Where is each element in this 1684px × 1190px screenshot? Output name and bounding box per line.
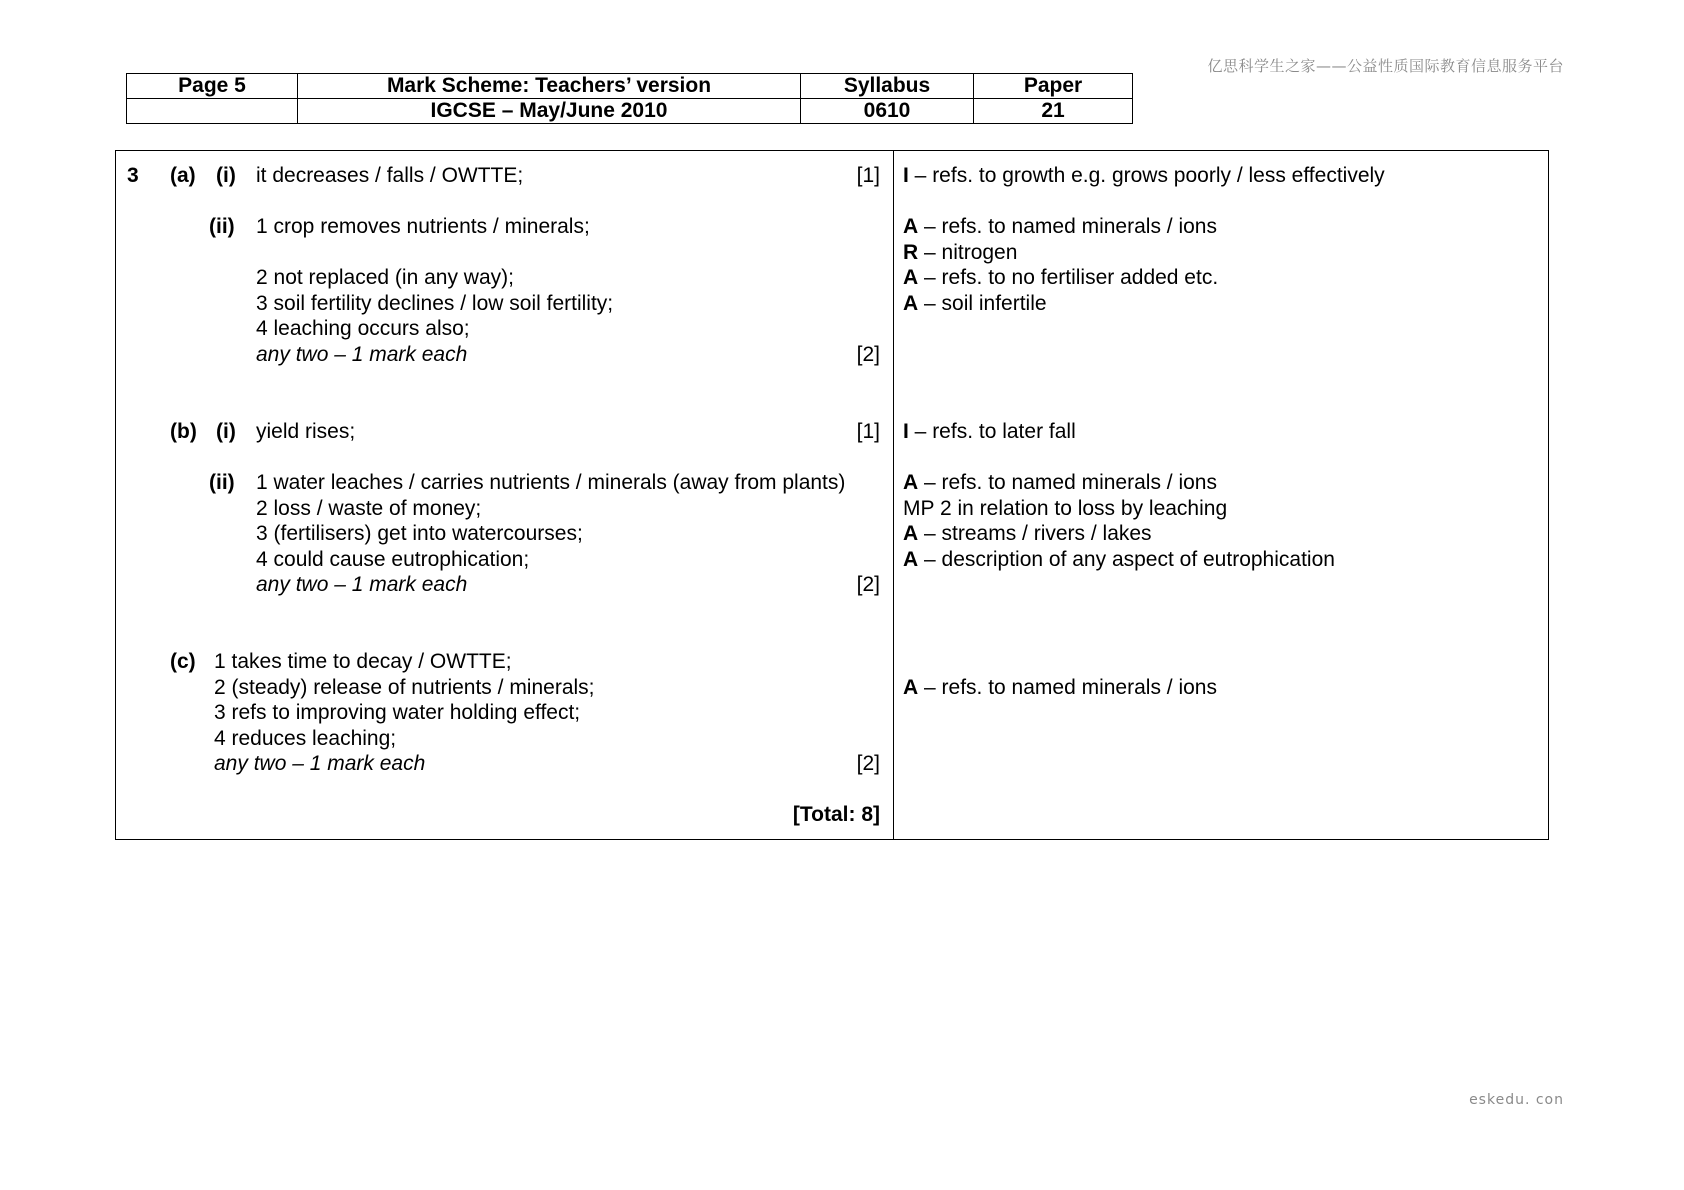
part-a-ii-line: 3 soil fertility declines / low soil fertility; [256,291,614,315]
guidance-key: A [903,291,919,315]
guidance-text: – soil infertile [918,291,1047,315]
guidance-key: A [903,547,919,571]
guidance-key: A [903,266,919,289]
part-b-ii-guidance [903,470,1217,496]
part-c-mark: [2] [856,752,880,775]
part-a-i-answer: it decreases / falls / OWTTE; [256,164,524,187]
mark-scheme-table [115,150,1549,840]
part-a-ii-guidance [903,265,1218,291]
part-a-ii-mark: [2] [856,342,880,366]
part-c-any-two: any two – 1 mark each [214,752,426,775]
guidance-key: A [903,215,919,238]
header-blank [127,99,298,124]
guidance-key: R [903,240,919,264]
guidance-text: – refs. to growth e.g. grows poorly / less effectively [908,164,1385,187]
part-b-ii-label: (ii) [209,471,235,494]
part-c-line: 2 (steady) release of nutrients / minerals; [214,675,595,699]
part-a-ii-guidance [903,214,1217,240]
guidance-text: – refs. to no fertiliser added etc. [918,266,1219,289]
part-b-ii-mark: [2] [856,573,880,596]
header-table [126,73,1133,124]
watermark-bottom: eskedu. con [1469,1092,1564,1108]
part-b-label: (b) [170,420,197,443]
part-a-ii-line: 2 not replaced (in any way); [256,266,514,289]
header-paper-number: 21 [974,99,1133,124]
part-b-ii-guidance [903,547,1335,573]
header-exam: IGCSE – May/June 2010 [298,99,801,124]
part-a-ii-line: 4 leaching occurs also; [256,317,470,340]
part-b-i-label: (i) [216,420,236,443]
guidance-text: – refs. to named minerals / ions [918,471,1217,494]
question-number: 3 [127,164,139,187]
part-a-ii-guidance [903,291,1047,317]
header-row [127,99,1133,124]
header-syllabus-label: Syllabus [801,74,974,99]
guidance-text: – nitrogen [918,240,1018,264]
guidance-key: A [903,675,919,699]
part-b-ii-line: 2 loss / waste of money; [256,496,482,520]
column-divider [893,151,894,839]
part-c-line: 1 takes time to decay / OWTTE; [214,650,512,673]
part-b-ii-guidance [903,496,1227,522]
part-a-i-mark: [1] [856,164,880,187]
guidance-text: MP 2 in relation to loss by leaching [903,496,1228,520]
part-a-ii-label: (ii) [209,215,235,238]
guidance-text: – description of any aspect of eutrophication [918,547,1335,571]
guidance-key: I [903,164,909,187]
part-a-ii-guidance [903,240,1017,266]
part-b-ii-line: 3 (fertilisers) get into watercourses; [256,522,583,545]
part-b-ii-any-two: any two – 1 mark each [256,573,468,596]
part-c-line: 4 reduces leaching; [214,726,397,750]
header-title: Mark Scheme: Teachers’ version [298,74,801,99]
guidance-key: A [903,471,919,494]
guidance-key: I [903,420,909,443]
part-c-label: (c) [170,650,196,673]
part-c-line: 3 refs to improving water holding effect; [214,701,581,724]
guidance-text: – refs. to named minerals / ions [918,215,1217,238]
header-row [127,74,1133,99]
part-a-i-guidance [903,163,1385,189]
watermark-top: 亿思科学生之家——公益性质国际教育信息服务平台 [1207,57,1564,75]
part-b-i-answer: yield rises; [256,420,356,443]
part-a-i-label: (i) [216,164,236,187]
header-paper-label: Paper [974,74,1133,99]
part-b-ii-line: 4 could cause eutrophication; [256,547,530,571]
header-syllabus-code: 0610 [801,99,974,124]
part-b-i-guidance [903,419,1076,445]
part-b-i-mark: [1] [856,420,880,443]
guidance-text: – refs. to named minerals / ions [918,675,1217,699]
part-b-ii-line: 1 water leaches / carries nutrients / minerals (away from plants) [256,471,846,494]
guidance-text: – streams / rivers / lakes [918,522,1152,545]
part-a-label: (a) [170,164,196,187]
guidance-key: A [903,522,919,545]
part-c-guidance [903,675,1217,701]
part-a-ii-any-two: any two – 1 mark each [256,342,468,366]
header-page: Page 5 [127,74,298,99]
part-a-ii-line: 1 crop removes nutrients / minerals; [256,215,590,238]
guidance-text: – refs. to later fall [908,420,1076,443]
part-b-ii-guidance [903,521,1152,547]
total-marks: [Total: 8] [792,803,880,826]
